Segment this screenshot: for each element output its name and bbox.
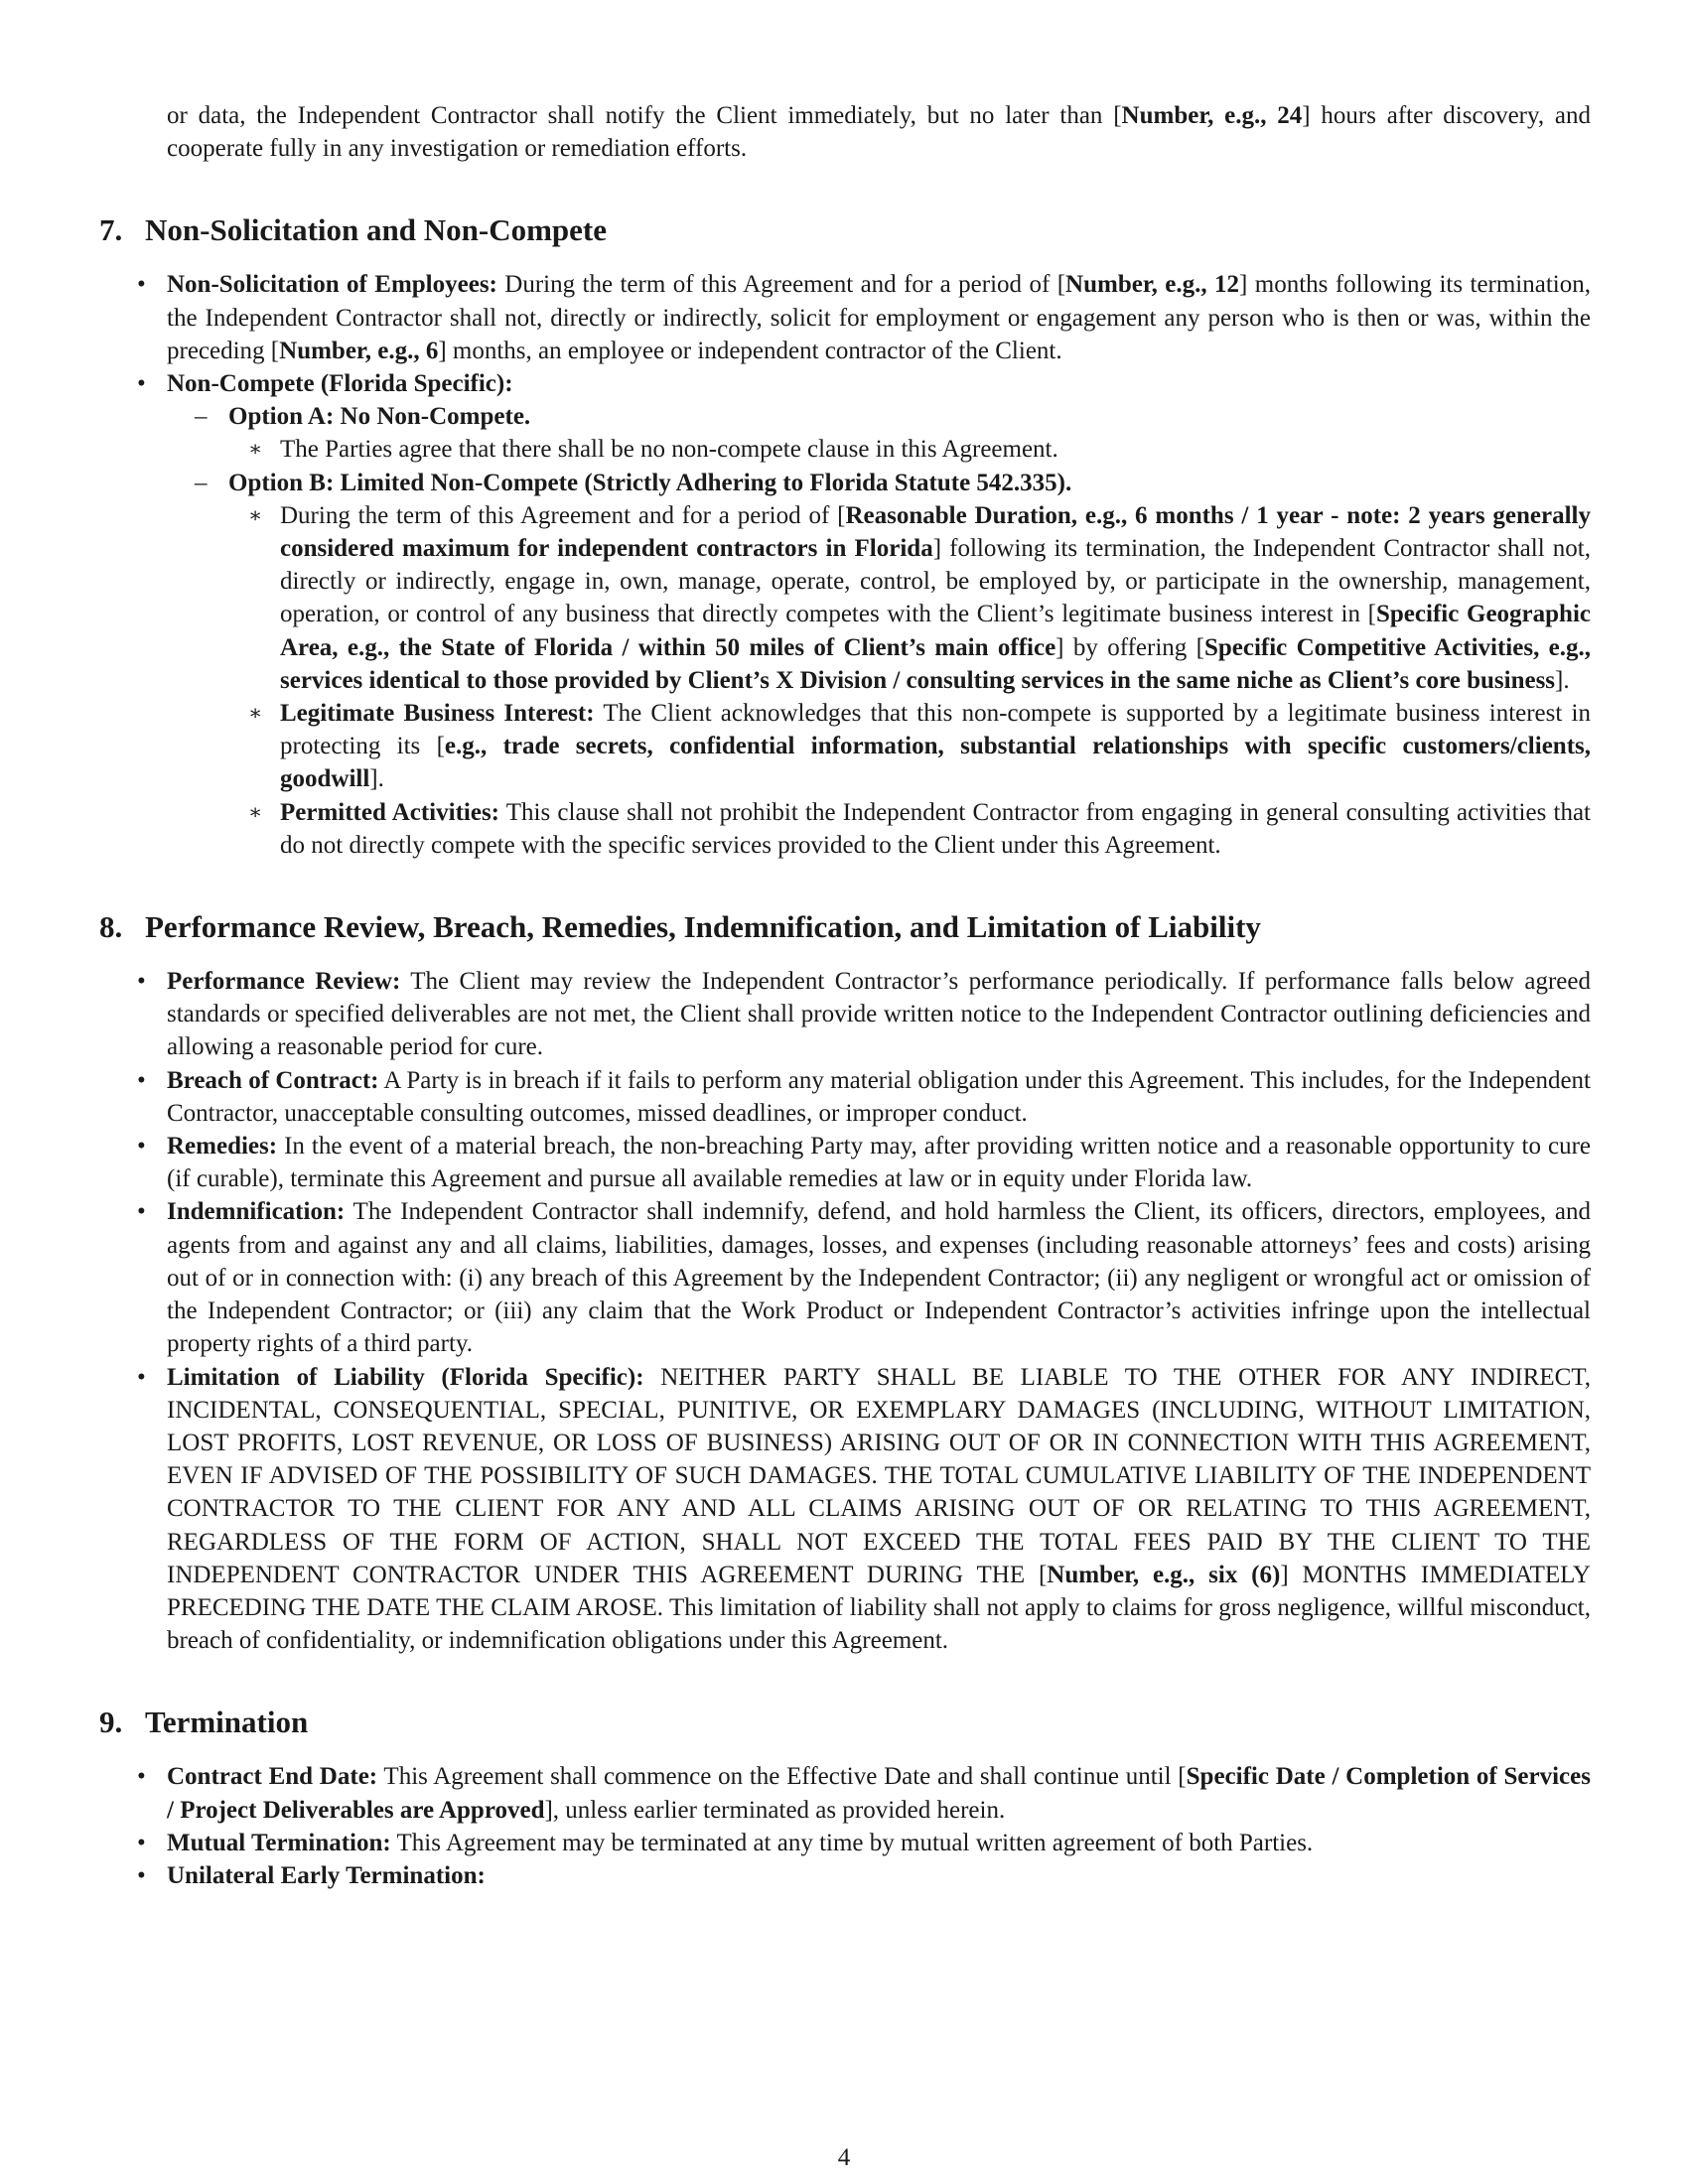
list-item-option-a-text: ∗ The Parties agree that there shall be no non-compete clause in this Agreement. xyxy=(99,433,1591,466)
section-7-heading: 7. Non-Solicitation and Non-Compete xyxy=(99,212,608,248)
section-7-list xyxy=(99,268,1591,862)
list-item-performance-review: • Performance Review: The Client may review the Independent Contractor’s performance periodically. If performance falls below agreed standards or specified deliverables are not met, the Client shall provide written notice to the Independent Contractor outlining deficiencies and allowing a reasonable period for cure. xyxy=(99,965,1591,1064)
document-page xyxy=(99,99,1591,1892)
list-item-limitation-of-liability: • Limitation of Liability (Florida Specific): NEITHER PARTY SHALL BE LIABLE TO THE OTHER FOR ANY INDIRECT, INCIDENTAL, CONSEQUENTIAL, SPECIAL, PUNITIVE, OR EXEMPLARY DAMAGES (INCLUDING, WITHOUT LIMITATION, LOST PROFITS, LOST REVENUE, OR LOSS OF BUSINESS) ARISING OUT OF OR IN CONNECTION WITH THIS AGREEMENT, EVEN IF ADVISED OF THE POSSIBILITY OF SUCH DAMAGES. THE TOTAL CUMULATIVE LIABILITY OF THE INDEPENDENT CONTRACTOR TO THE CLIENT FOR ANY AND ALL CLAIMS ARISING OUT OF OR RELATING TO THIS AGREEMENT, REGARDLESS OF THE FORM OF ACTION, SHALL NOT EXCEED THE TOTAL FEES PAID BY THE CLIENT TO THE INDEPENDENT CONTRACTOR UNDER THIS AGREEMENT DURING THE [Number, e.g., six (6)] MONTHS IMMEDIATELY PRECEDING THE DATE THE CLAIM AROSE. This limitation of liability shall not apply to claims for gross negligence, willful misconduct, breach of confidentiality, or indemnification obligations under this Agreement. xyxy=(99,1361,1591,1658)
page-number: 4 xyxy=(837,2144,851,2171)
section-8-heading: 8. Performance Review, Breach, Remedies, Indemnification, and Limitation of Liability xyxy=(99,909,1261,945)
list-item-option-b-duration: ∗ During the term of this Agreement and for a period of [Reasonable Duration, e.g., 6 months / 1 year - note: 2 years generally considered maximum for independent contractors in Florida] following its termination, the Independent Contractor shall not, directly or indirectly, engage in, own, manage, operate, control, be employed by, or participate in the ownership, management, operation, or control of any business that directly competes with the Client’s legitimate business interest in [Specific Geographic Area, e.g., the State of Florida / within 50 miles of Client’s main office] by offering [Specific Competitive Activities, e.g., services identical to those provided by Client’s X Division / consulting services in the same niche as Client’s core business]. xyxy=(99,499,1591,697)
list-item-mutual-termination: • Mutual Termination: This Agreement may be terminated at any time by mutual written agreement of both Parties. xyxy=(99,1827,1591,1859)
intro-paragraph: or data, the Independent Contractor shall notify the Client immediately, but no later than [Number, e.g., 24] hours after discovery, and cooperate fully in any investigation or remediation efforts. xyxy=(167,102,1591,163)
list-item-option-a: – Option A: No Non-Compete. xyxy=(99,400,1591,433)
list-item-unilateral-termination: • Unilateral Early Termination: xyxy=(99,1859,1591,1892)
section-9-list xyxy=(99,1760,1591,1892)
section-8-list xyxy=(99,965,1591,1657)
list-item-permitted-activities: ∗ Permitted Activities: This clause shall not prohibit the Independent Contractor from engaging in general consulting activities that do not directly compete with the specific services provided to the Client under this Agreement. xyxy=(99,796,1591,862)
list-item-indemnification: • Indemnification: The Independent Contractor shall indemnify, defend, and hold harmless the Client, its officers, directors, employees, and agents from and against any and all claims, liabilities, damages, losses, and expenses (including reasonable attorneys’ fees and costs) arising out of or in connection with: (i) any breach of this Agreement by the Independent Contractor; (ii) any negligent or wrongful act or omission of the Independent Contractor; or (iii) any claim that the Work Product or Independent Contractor’s activities infringe upon the intellectual property rights of a third party. xyxy=(99,1195,1591,1360)
list-item-remedies: • Remedies: In the event of a material breach, the non-breaching Party may, after providing written notice and a reasonable opportunity to cure (if curable), terminate this Agreement and pursue all available remedies at law or in equity under Florida law. xyxy=(99,1130,1591,1195)
list-item-non-compete: • Non-Compete (Florida Specific): xyxy=(99,367,1591,400)
list-item-option-b: – Option B: Limited Non-Compete (Strictly Adhering to Florida Statute 542.335). xyxy=(99,467,1591,499)
list-item-legitimate-interest: ∗ Legitimate Business Interest: The Client acknowledges that this non-compete is supported by a legitimate business interest in protecting its [e.g., trade secrets, confidential information, substantial relationships with specific customers/clients, goodwill]. xyxy=(99,697,1591,796)
list-item-non-solicitation: • Non-Solicitation of Employees: During the term of this Agreement and for a period of [Number, e.g., 12] months following its termination, the Independent Contractor shall not, directly or indirectly, solicit for employment or engagement any person who is then or was, within the preceding [Number, e.g., 6] months, an employee or independent contractor of the Client. xyxy=(99,268,1591,367)
section-9-heading: 9. Termination xyxy=(99,1705,309,1740)
list-item-contract-end-date: • Contract End Date: This Agreement shall commence on the Effective Date and shall continue until [Specific Date / Completion of Services / Project Deliverables are Approved], unless earlier terminated as provided herein. xyxy=(99,1760,1591,1826)
list-item-breach: • Breach of Contract: A Party is in breach if it fails to perform any material obligation under this Agreement. This includes, for the Independent Contractor, unacceptable consulting outcomes, missed deadlines, or improper conduct. xyxy=(99,1064,1591,1130)
